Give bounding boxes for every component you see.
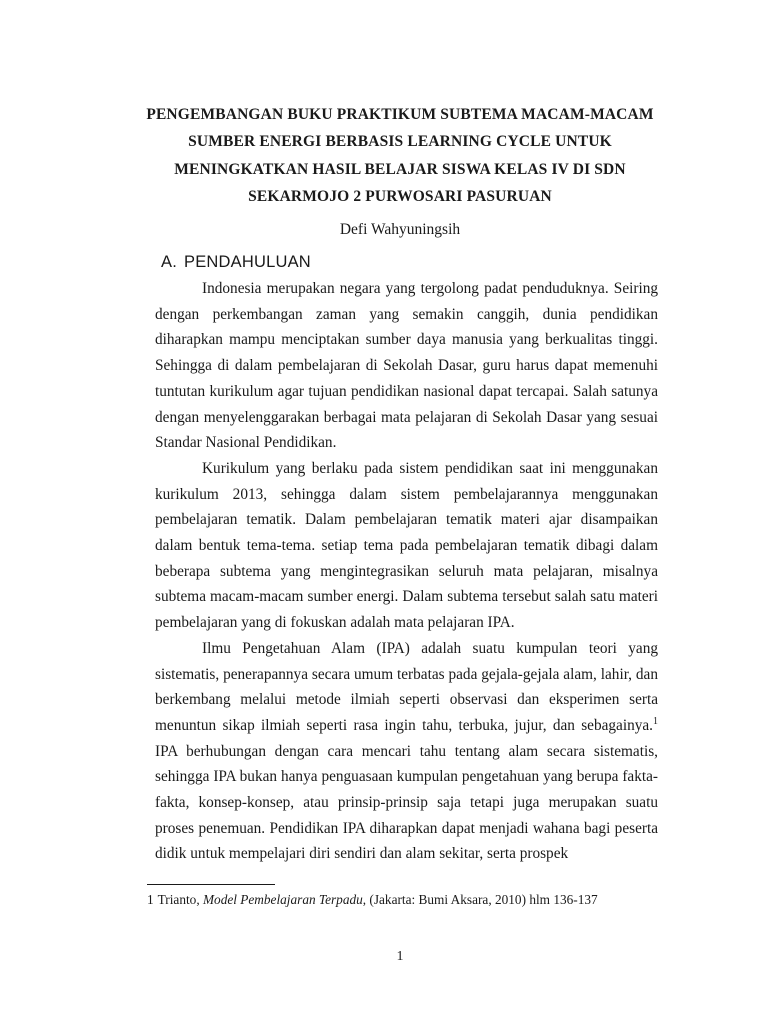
- footnote-author: Trianto,: [157, 892, 203, 907]
- section-heading: [161, 250, 311, 274]
- page-number: 1: [396, 949, 404, 964]
- title-line: SEKARMOJO 2 PURWOSARI PASURUAN: [248, 187, 552, 205]
- author-name: Defi Wahyuningsih: [339, 221, 461, 238]
- paragraph: [155, 636, 658, 867]
- footnote-number: 1: [147, 892, 154, 907]
- document-title: [130, 101, 670, 210]
- footnote-book-title: Model Pembelajaran Terpadu: [202, 892, 363, 907]
- body-text: [155, 276, 658, 867]
- footnote-separator: [147, 884, 275, 885]
- footnote: [147, 890, 598, 910]
- paragraph-text: IPA berhubungan dengan cara mencari tahu tentang alam secara sistematis, sehingga IPA bukan hanya penguasaan kumpulan pengetahuan yang berupa fakta-fakta, konsep-konsep, atau prinsip-prinsip saja tetapi juga merupakan suatu proses penemuan. Pendidikan IPA diharapkan dapat menjadi wahana bagi peserta didik untuk mempelajari diri sendiri dan alam sekitar, serta prospek: [155, 742, 658, 863]
- footnote-citation: , (Jakarta: Bumi Aksara, 2010) hlm 136-137: [362, 892, 598, 907]
- footnote-reference[interactable]: 1: [653, 715, 658, 727]
- paragraph: Kurikulum yang berlaku pada sistem pendidikan saat ini menggunakan kurikulum 2013, sehingga dalam sistem pembelajarannya menggunakan pembelajaran tematik. Dalam pembelajaran tematik materi ajar disampaikan dalam bentuk tema-tema. setiap tema pada pembelajaran tematik dibagi dalam beberapa subtema yang mengintegrasikan seluruh mata pelajaran, misalnya subtema macam-macam sumber energi. Dalam subtema tersebut salah satu materi pembelajaran yang di fokuskan adalah mata pelajaran IPA.: [155, 459, 658, 632]
- title-line: SUMBER ENERGI BERBASIS LEARNING CYCLE UNTUK: [188, 133, 612, 151]
- paragraph-text: Ilmu Pengetahuan Alam (IPA) adalah suatu kumpulan teori yang sistematis, penerapannya secara umum terbatas pada gejala-gejala alam, lahir, dan berkembang melalui metode ilmiah seperti observasi dan eksperimen serta menuntun sikap ilmiah seperti rasa ingin tahu, terbuka, jujur, dan sebagainya.: [155, 639, 658, 734]
- paragraph: Indonesia merupakan negara yang tergolong padat penduduknya. Seiring dengan perkembangan zaman yang semakin canggih, dunia pendidikan diharapkan mampu menciptakan sumber daya manusia yang berkualitas tinggi. Sehingga di dalam pembelajaran di Sekolah Dasar, guru harus dapat memenuhi tuntutan kurikulum agar tujuan pendidikan nasional dapat tercapai. Salah satunya dengan menyelenggarakan berbagai mata pelajaran di Sekolah Dasar yang sesuai Standar Nasional Pendidikan.: [155, 280, 658, 452]
- title-line: PENGEMBANGAN BUKU PRAKTIKUM SUBTEMA MACAM-MACAM: [146, 106, 654, 123]
- section-letter: A.: [161, 253, 177, 271]
- title-line: MENINGKATKAN HASIL BELAJAR SISWA KELAS IV DI SDN: [174, 160, 626, 178]
- section-title: PENDAHULUAN: [184, 253, 311, 271]
